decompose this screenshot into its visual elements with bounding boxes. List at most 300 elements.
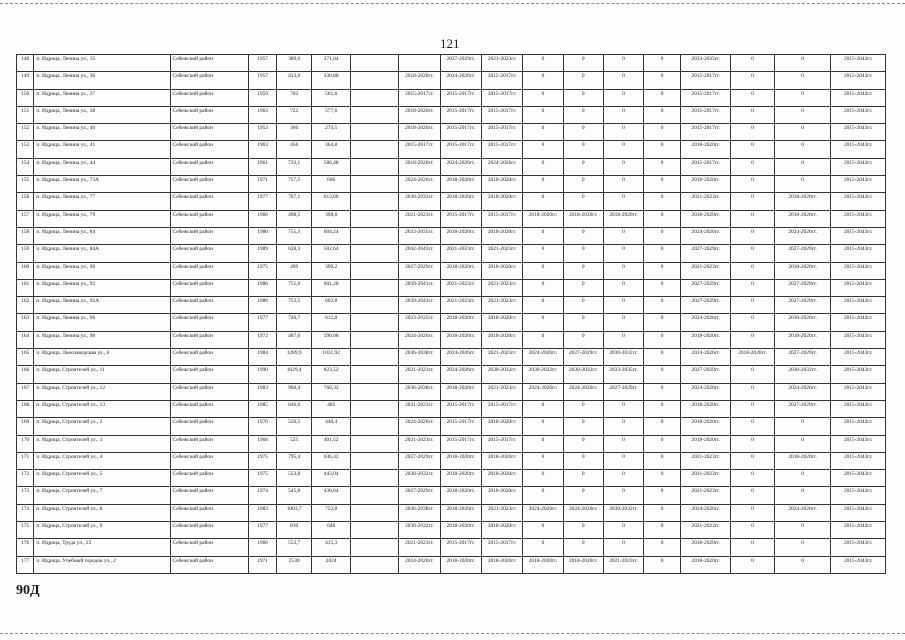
living-area-cell: 602,8 [312, 297, 351, 314]
year-built-cell: 1972 [248, 331, 276, 348]
table-row [17, 89, 886, 106]
period-cell-9: 2027-2029гг. [681, 297, 731, 314]
period-cell-12: 2015-2043гг. [831, 297, 886, 314]
row-number: 148 [17, 55, 34, 72]
period-cell-12: 2015-2043гг. [831, 400, 886, 417]
period-cell-1 [351, 227, 399, 244]
period-cell-11: 2024-2026гг. [774, 504, 831, 521]
period-cell-11: 2027-2029гг. [774, 349, 831, 366]
period-cell-6: 0 [563, 400, 603, 417]
row-number: 173 [17, 487, 34, 504]
period-cell-3: 2015-2017гг. [440, 124, 481, 141]
period-cell-4: 2018-2020гг. [481, 262, 522, 279]
district-cell: Себежский район [170, 366, 248, 383]
period-cell-6: 2024-2026гг. [563, 504, 603, 521]
table-row [17, 314, 886, 331]
period-cell-12: 2015-2043гг. [831, 89, 886, 106]
period-cell-5: 0 [523, 55, 563, 72]
table-row [17, 349, 886, 366]
table-row [17, 124, 886, 141]
period-cell-5: 0 [523, 400, 563, 417]
row-number: 167 [17, 383, 34, 400]
period-cell-8: 0 [644, 504, 681, 521]
period-cell-6: 0 [563, 245, 603, 262]
total-area-cell: 456 [277, 141, 312, 158]
period-cell-10: 0 [731, 262, 775, 279]
period-cell-8: 0 [644, 418, 681, 435]
living-area-cell: 502,64 [312, 245, 351, 262]
period-cell-9: 2018-2020гг. [681, 556, 731, 573]
period-cell-5: 2018-2020гг. [523, 556, 563, 573]
district-cell: Себежский район [170, 141, 248, 158]
period-cell-7: 0 [603, 158, 643, 175]
period-cell-8: 0 [644, 400, 681, 417]
period-cell-5: 0 [523, 176, 563, 193]
period-cell-7: 0 [603, 435, 643, 452]
period-cell-2: 2015-2017гг. [399, 89, 440, 106]
row-number: 159 [17, 245, 34, 262]
period-cell-10: 0 [731, 210, 775, 227]
district-cell: Себежский район [170, 331, 248, 348]
period-cell-7: 0 [603, 331, 643, 348]
table-row [17, 470, 886, 487]
period-cell-4: 2015-2017гг. [481, 72, 522, 89]
district-cell: Себежский район [170, 418, 248, 435]
period-cell-6: 0 [563, 72, 603, 89]
row-number: 153 [17, 141, 34, 158]
period-cell-2: 2021-2023гг. [399, 539, 440, 556]
living-area-cell: 443,04 [312, 470, 351, 487]
period-cell-1 [351, 539, 399, 556]
period-cell-1 [351, 245, 399, 262]
table-row [17, 539, 886, 556]
period-cell-9: 2015-2017гг. [681, 124, 731, 141]
district-cell: Себежский район [170, 262, 248, 279]
period-cell-9: 2021-2023гг. [681, 487, 731, 504]
total-area-cell: 702 [277, 89, 312, 106]
district-cell: Себежский район [170, 279, 248, 296]
period-cell-7: 0 [603, 227, 643, 244]
period-cell-7: 2030-2032гг. [603, 504, 643, 521]
period-cell-1 [351, 504, 399, 521]
period-cell-10: 0 [731, 193, 775, 210]
period-cell-2: 2030-2032гг. [399, 522, 440, 539]
period-cell-9: 2021-2023гг. [681, 470, 731, 487]
period-cell-6: 0 [563, 297, 603, 314]
total-area-cell: 751,6 [277, 279, 312, 296]
page-number: 121 [440, 36, 460, 51]
period-cell-10: 0 [731, 435, 775, 452]
period-cell-2: 2024-2026гг. [399, 556, 440, 573]
period-cell-8: 0 [644, 124, 681, 141]
period-cell-11: 0 [774, 522, 831, 539]
period-cell-6: 0 [563, 331, 603, 348]
period-cell-6: 2018-2020гг. [563, 210, 603, 227]
period-cell-12: 2015-2043гг. [831, 470, 886, 487]
year-built-cell: 1966 [248, 210, 276, 227]
period-cell-8: 0 [644, 176, 681, 193]
table-row [17, 522, 886, 539]
period-cell-5: 2024-2026гг. [523, 504, 563, 521]
period-cell-8: 0 [644, 539, 681, 556]
period-cell-8: 0 [644, 366, 681, 383]
period-cell-7: 0 [603, 314, 643, 331]
district-cell: Себежский район [170, 383, 248, 400]
period-cell-3: 2018-2020гг. [440, 504, 481, 521]
period-cell-2: 2036-2038гг. [399, 383, 440, 400]
period-cell-9: 2024-2026гг. [681, 314, 731, 331]
period-cell-2: 2027-2029гг. [399, 487, 440, 504]
period-cell-10: 0 [731, 331, 775, 348]
period-cell-2: 2042-2043гг. [399, 245, 440, 262]
corner-label: 90Д [16, 583, 40, 598]
living-area-cell: 330,88 [312, 72, 351, 89]
period-cell-10: 0 [731, 141, 775, 158]
living-area-cell: 485 [312, 400, 351, 417]
period-cell-11: 0 [774, 55, 831, 72]
period-cell-3: 2024-2026гг. [440, 72, 481, 89]
period-cell-1 [351, 89, 399, 106]
period-cell-2: 2021-2023гг. [399, 210, 440, 227]
period-cell-12: 2015-2043гг. [831, 556, 886, 573]
period-cell-1 [351, 210, 399, 227]
row-number: 171 [17, 452, 34, 469]
period-cell-5: 0 [523, 539, 563, 556]
year-built-cell: 1980 [248, 227, 276, 244]
period-cell-1 [351, 55, 399, 72]
period-cell-11: 2018-2020гг. [774, 210, 831, 227]
period-cell-2: 2039-2041гг. [399, 279, 440, 296]
table-row [17, 487, 886, 504]
period-cell-4: 2015-2017гг. [481, 539, 522, 556]
period-cell-5: 0 [523, 279, 563, 296]
total-area-cell: 628,3 [277, 245, 312, 262]
period-cell-7: 0 [603, 262, 643, 279]
period-cell-7: 0 [603, 106, 643, 123]
living-area-cell: 823,52 [312, 366, 351, 383]
period-cell-6: 2030-2032гг. [563, 366, 603, 383]
period-cell-7: 0 [603, 193, 643, 210]
period-cell-4: 2021-2023гг. [481, 279, 522, 296]
district-cell: Себежский район [170, 158, 248, 175]
total-area-cell: 487,6 [277, 331, 312, 348]
period-cell-10: 0 [731, 470, 775, 487]
period-cell-12: 2015-2043гг. [831, 227, 886, 244]
period-cell-2: 2030-2032гг. [399, 470, 440, 487]
period-cell-1 [351, 106, 399, 123]
address-cell: п. Идрица, Ленина ул., 98 [34, 331, 170, 348]
period-cell-6: 0 [563, 539, 603, 556]
period-cell-1 [351, 556, 399, 573]
period-cell-8: 0 [644, 556, 681, 573]
period-cell-11: 2018-2020гг. [774, 193, 831, 210]
district-cell: Себежский район [170, 400, 248, 417]
address-cell: п. Идрица, Ленина ул., 40 [34, 124, 170, 141]
period-cell-10: 0 [731, 452, 775, 469]
period-cell-9: 2018-2020гг. [681, 435, 731, 452]
period-cell-4: 2030-2032гг. [481, 366, 522, 383]
period-cell-12: 2015-2043гг. [831, 106, 886, 123]
period-cell-9: 2018-2020гг. [681, 141, 731, 158]
period-cell-4: 2018-2020гг. [481, 227, 522, 244]
period-cell-7: 0 [603, 89, 643, 106]
period-cell-12: 2015-2043гг. [831, 487, 886, 504]
period-cell-5: 0 [523, 314, 563, 331]
period-cell-11: 2027-2029гг. [774, 297, 831, 314]
address-cell: п. Идрица, Ленина ул., 77 [34, 193, 170, 210]
period-cell-2: 2030-2032гг. [399, 193, 440, 210]
period-cell-6: 0 [563, 55, 603, 72]
period-cell-3: 2021-2023гг. [440, 279, 481, 296]
period-cell-5: 0 [523, 522, 563, 539]
period-cell-10: 0 [731, 245, 775, 262]
district-cell: Себежский район [170, 470, 248, 487]
address-cell: п. Идрица, Ленина ул., 38 [34, 106, 170, 123]
period-cell-12: 2015-2043гг. [831, 418, 886, 435]
period-cell-2: 2018-2020гг. [399, 106, 440, 123]
period-cell-11: 0 [774, 539, 831, 556]
table-row [17, 504, 886, 521]
district-cell: Себежский район [170, 245, 248, 262]
period-cell-4: 2018-2020гг. [481, 487, 522, 504]
period-cell-2: 2018-2020гг. [399, 72, 440, 89]
period-cell-10: 0 [731, 418, 775, 435]
period-cell-3: 2018-2020гг. [440, 470, 481, 487]
period-cell-10: 0 [731, 539, 775, 556]
year-built-cell: 1953 [248, 124, 276, 141]
district-cell: Себежский район [170, 210, 248, 227]
address-cell: п. Идрица, Ленина ул., 92А [34, 297, 170, 314]
period-cell-7: 2033-2035гг. [603, 366, 643, 383]
living-area-cell: 398,8 [312, 210, 351, 227]
period-cell-8: 0 [644, 487, 681, 504]
address-cell: п. Идрица, Строителей ул., 11 [34, 366, 170, 383]
district-cell: Себежский район [170, 504, 248, 521]
total-area-cell: 413,6 [277, 72, 312, 89]
total-area-cell: 646,6 [277, 400, 312, 417]
year-built-cell: 1957 [248, 72, 276, 89]
period-cell-3: 2015-2017гг. [440, 400, 481, 417]
period-cell-2: 2018-2020гг. [399, 158, 440, 175]
period-cell-3: 2018-2020гг. [440, 487, 481, 504]
period-cell-2: 2024-2026гг. [399, 331, 440, 348]
period-cell-1 [351, 487, 399, 504]
period-cell-8: 0 [644, 158, 681, 175]
year-built-cell: 1970 [248, 418, 276, 435]
period-cell-10: 0 [731, 366, 775, 383]
period-cell-3: 2015-2017гг. [440, 210, 481, 227]
period-cell-8: 0 [644, 141, 681, 158]
total-area-cell: 1289,9 [277, 349, 312, 366]
district-cell: Себежский район [170, 539, 248, 556]
table-row [17, 193, 886, 210]
row-number: 156 [17, 193, 34, 210]
period-cell-8: 0 [644, 227, 681, 244]
address-cell: п. Идрица, Ленина ул., 37 [34, 89, 170, 106]
period-cell-12: 2015-2043гг. [831, 124, 886, 141]
period-cell-2: 2027-2029гг. [399, 262, 440, 279]
table-row [17, 452, 886, 469]
period-cell-3: 2015-2017гг. [440, 418, 481, 435]
period-cell-10: 0 [731, 556, 775, 573]
period-cell-11: 0 [774, 556, 831, 573]
row-number: 157 [17, 210, 34, 227]
period-cell-6: 0 [563, 418, 603, 435]
district-cell: Себежский район [170, 297, 248, 314]
row-number: 160 [17, 262, 34, 279]
period-cell-5: 0 [523, 89, 563, 106]
district-cell: Себежский район [170, 176, 248, 193]
period-cell-11: 2024-2026гг. [774, 383, 831, 400]
period-cell-12: 2015-2043гг. [831, 314, 886, 331]
address-cell: п. Идрица, Ленина ул., 84 [34, 227, 170, 244]
period-cell-1 [351, 72, 399, 89]
period-cell-5: 0 [523, 331, 563, 348]
address-cell: п. Идрица, Труда ул., 23 [34, 539, 170, 556]
year-built-cell: 1959 [248, 89, 276, 106]
living-area-cell: 648 [312, 522, 351, 539]
period-cell-8: 0 [644, 193, 681, 210]
period-cell-8: 0 [644, 435, 681, 452]
table-row [17, 279, 886, 296]
table-row [17, 435, 886, 452]
period-cell-4: 2018-2020гг. [481, 176, 522, 193]
district-cell: Себежский район [170, 522, 248, 539]
period-cell-7: 0 [603, 418, 643, 435]
period-cell-8: 0 [644, 89, 681, 106]
period-cell-6: 2024-2026гг. [563, 383, 603, 400]
period-cell-10: 0 [731, 297, 775, 314]
period-cell-8: 0 [644, 55, 681, 72]
total-area-cell: 753,5 [277, 297, 312, 314]
period-cell-1 [351, 435, 399, 452]
district-cell: Себежский район [170, 487, 248, 504]
period-cell-11: 2027-2029гг. [774, 245, 831, 262]
period-cell-10: 0 [731, 400, 775, 417]
total-area-cell: 498,5 [277, 210, 312, 227]
total-area-cell: 733,1 [277, 158, 312, 175]
address-cell: п. Идрица, Строителей ул., 3 [34, 435, 170, 452]
period-cell-7: 2030-2032гг. [603, 349, 643, 366]
period-cell-9: 2021-2023гг. [681, 262, 731, 279]
period-cell-5: 0 [523, 158, 563, 175]
district-cell: Себежский район [170, 452, 248, 469]
address-cell: п. Идрица, Льнозаводская ул., 6 [34, 349, 170, 366]
address-cell: п. Идрица, Строителей ул., 9 [34, 522, 170, 539]
living-area-cell: 364,8 [312, 141, 351, 158]
period-cell-5: 0 [523, 262, 563, 279]
period-cell-5: 0 [523, 452, 563, 469]
period-cell-12: 2015-2043гг. [831, 72, 886, 89]
year-built-cell: 1971 [248, 556, 276, 573]
period-cell-5: 2018-2020гг. [523, 210, 563, 227]
scan-top-edge [0, 3, 905, 4]
period-cell-11: 2027-2029гг. [774, 279, 831, 296]
row-number: 175 [17, 522, 34, 539]
table-row [17, 418, 886, 435]
row-number: 177 [17, 556, 34, 573]
period-cell-7: 0 [603, 141, 643, 158]
period-cell-11: 2018-2020гг. [774, 452, 831, 469]
period-cell-4: 2024-2026гг. [481, 158, 522, 175]
period-cell-1 [351, 418, 399, 435]
living-area-cell: 1031,92 [312, 349, 351, 366]
row-number: 158 [17, 227, 34, 244]
period-cell-6: 0 [563, 314, 603, 331]
table-row [17, 556, 886, 573]
address-cell: п. Идрица, Учебный городок ул., 2 [34, 556, 170, 573]
period-cell-10: 0 [731, 176, 775, 193]
period-cell-1 [351, 366, 399, 383]
period-cell-2: 2033-2035гг. [399, 227, 440, 244]
period-cell-1 [351, 470, 399, 487]
period-cell-10: 0 [731, 504, 775, 521]
total-area-cell: 795,4 [277, 452, 312, 469]
period-cell-11: 2018-2020гг. [774, 314, 831, 331]
period-cell-5: 0 [523, 435, 563, 452]
period-cell-1 [351, 383, 399, 400]
address-cell: п. Идрица, Ленина ул., 41 [34, 141, 170, 158]
table-row [17, 55, 886, 72]
living-area-cell: 390,08 [312, 331, 351, 348]
living-area-cell: 768,32 [312, 383, 351, 400]
period-cell-12: 2015-2043гг. [831, 55, 886, 72]
year-built-cell: 1975 [248, 452, 276, 469]
period-cell-5: 0 [523, 297, 563, 314]
period-cell-8: 0 [644, 522, 681, 539]
period-cell-3: 2021-2023гг. [440, 245, 481, 262]
period-cell-1 [351, 279, 399, 296]
period-cell-3: 2018-2020гг. [440, 262, 481, 279]
period-cell-7: 0 [603, 245, 643, 262]
period-cell-7: 0 [603, 297, 643, 314]
period-cell-10: 0 [731, 72, 775, 89]
address-cell: п. Идрица, Строителей ул., 7 [34, 487, 170, 504]
year-built-cell: 1977 [248, 193, 276, 210]
period-cell-4: 2021-2023гг. [481, 504, 522, 521]
period-cell-3: 2024-2026гг. [440, 366, 481, 383]
period-cell-1 [351, 262, 399, 279]
period-cell-12: 2015-2043гг. [831, 176, 886, 193]
period-cell-4: 2018-2020гг. [481, 331, 522, 348]
period-cell-4: 2015-2017гг. [481, 106, 522, 123]
period-cell-4: 2018-2020гг. [481, 314, 522, 331]
period-cell-3: 2015-2017гг. [440, 539, 481, 556]
period-cell-10: 0 [731, 55, 775, 72]
period-cell-8: 0 [644, 106, 681, 123]
period-cell-1 [351, 297, 399, 314]
period-cell-5: 2024-2026гг. [523, 383, 563, 400]
table-row [17, 176, 886, 193]
period-cell-7: 0 [603, 452, 643, 469]
row-number: 174 [17, 504, 34, 521]
period-cell-4: 2015-2017гг. [481, 400, 522, 417]
period-cell-6: 2027-2029гг. [563, 349, 603, 366]
period-cell-8: 0 [644, 262, 681, 279]
period-cell-8: 0 [644, 245, 681, 262]
period-cell-8: 0 [644, 470, 681, 487]
period-cell-10: 2018-2020гг. [731, 349, 775, 366]
total-area-cell: 499 [277, 262, 312, 279]
period-cell-3: 2018-2020гг. [440, 383, 481, 400]
row-number: 154 [17, 158, 34, 175]
period-cell-9: 2015-2017гг. [681, 158, 731, 175]
period-cell-6: 0 [563, 227, 603, 244]
period-cell-3: 2015-2017гг. [440, 106, 481, 123]
period-cell-5: 0 [523, 487, 563, 504]
period-cell-3: 2018-2020гг. [440, 193, 481, 210]
period-cell-8: 0 [644, 349, 681, 366]
